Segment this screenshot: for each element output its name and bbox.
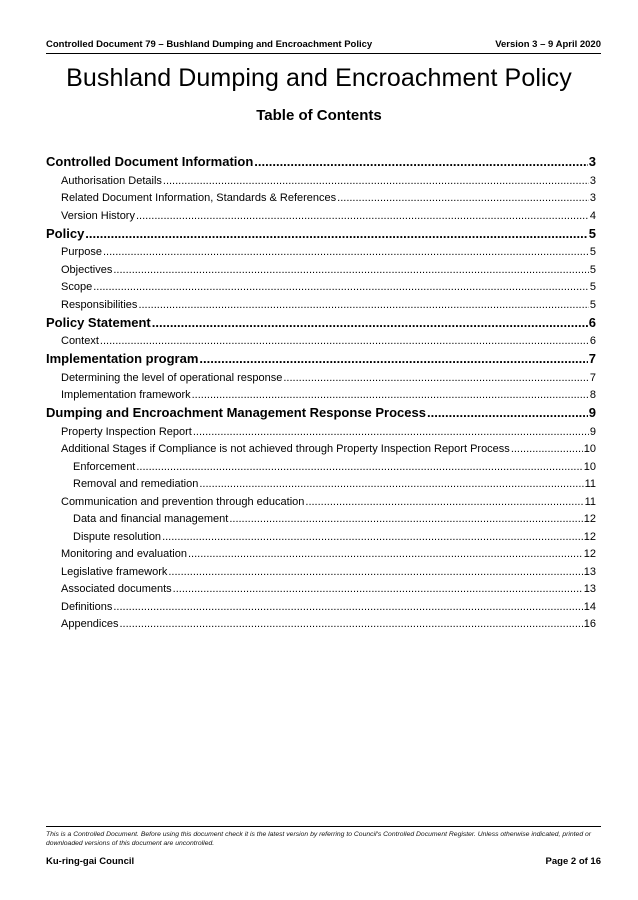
toc-entry-page[interactable]: 12	[583, 530, 596, 543]
toc-entry-label[interactable]: Controlled Document Information	[46, 154, 254, 169]
toc-leader-dots	[136, 210, 589, 222]
toc-entry[interactable]	[46, 525, 596, 543]
toc-entry-page[interactable]: 7	[588, 351, 596, 366]
toc-entry-label[interactable]: Responsibilities	[61, 298, 138, 311]
toc-entry-page[interactable]: 14	[583, 600, 596, 613]
toc-leader-dots	[113, 601, 582, 613]
toc-entry-page[interactable]: 5	[589, 246, 596, 258]
toc-leader-dots	[120, 618, 583, 630]
toc-leader-dots	[162, 531, 583, 543]
toc-entry[interactable]	[46, 366, 596, 384]
toc-entry[interactable]	[46, 402, 596, 420]
toc-entry[interactable]	[46, 258, 596, 276]
toc-entry-page[interactable]: 4	[589, 209, 596, 222]
toc-entry[interactable]	[46, 330, 596, 348]
toc-entry[interactable]	[46, 384, 596, 402]
toc-leader-dots	[173, 583, 583, 595]
toc-entry[interactable]	[46, 151, 596, 169]
toc-entry-page[interactable]: 3	[589, 174, 596, 187]
toc-leader-dots	[136, 461, 582, 473]
toc-entry-label[interactable]: Implementation program	[46, 351, 199, 366]
toc-entry-page[interactable]: 12	[583, 513, 596, 525]
toc-leader-dots	[283, 372, 589, 384]
document-title: Bushland Dumping and Encroachment Policy	[66, 64, 572, 92]
toc-leader-dots	[193, 426, 589, 438]
toc-entry-label[interactable]: Policy Statement	[46, 314, 151, 330]
toc-entry-label[interactable]: Objectives	[61, 263, 113, 276]
toc-entry[interactable]	[46, 293, 596, 311]
toc-leader-dots	[152, 315, 588, 330]
toc-entry[interactable]	[46, 276, 596, 294]
toc-entry-label[interactable]: Communication and prevention through education	[61, 495, 305, 508]
toc-entry-label[interactable]: Definitions	[61, 600, 113, 613]
toc-leader-dots	[188, 548, 583, 560]
toc-entry-label[interactable]: Associated documents	[61, 583, 172, 595]
toc-entry[interactable]	[46, 312, 596, 330]
toc-entry[interactable]	[46, 543, 596, 561]
toc-entry[interactable]	[46, 438, 596, 456]
toc-entry-page[interactable]: 3	[589, 192, 596, 204]
toc-entry-page[interactable]: 8	[589, 389, 596, 401]
toc-entry[interactable]	[46, 187, 596, 205]
footer-control-note: This is a Controlled Document. Before using this document check it is the latest version by referring to Council's Controlled Document Register. Unless otherwise indicated, printed or downloaded versions of this document are uncontrolled.	[46, 831, 592, 847]
toc-entry-page[interactable]: 5	[589, 298, 596, 311]
toc-leader-dots	[138, 299, 588, 311]
toc-entry[interactable]	[46, 595, 596, 613]
toc-leader-dots	[229, 513, 582, 525]
toc-leader-dots	[199, 478, 583, 490]
toc-entry-label[interactable]: Enforcement	[73, 460, 136, 473]
page-footer	[46, 826, 601, 867]
toc-leader-dots	[192, 389, 589, 401]
toc-entry-label[interactable]: Context	[61, 335, 99, 347]
toc-leader-dots	[305, 496, 583, 508]
toc-entry[interactable]	[46, 508, 596, 526]
toc-entry-page[interactable]: 16	[583, 618, 596, 630]
toc-entry-page[interactable]: 13	[583, 583, 596, 595]
toc-entry[interactable]	[46, 420, 596, 438]
toc-entry-label[interactable]: Version History	[61, 209, 135, 222]
toc-leader-dots	[199, 351, 587, 366]
toc-entry[interactable]	[46, 578, 596, 596]
toc-entry[interactable]	[46, 223, 596, 241]
toc-entry-label[interactable]: Policy	[46, 225, 85, 241]
header-version: Version 3 – 9 April 2020	[495, 39, 601, 50]
toc-leader-dots	[103, 246, 589, 258]
toc-entry-label[interactable]: Purpose	[61, 246, 102, 258]
toc-leader-dots	[113, 264, 589, 276]
toc-entry-label[interactable]: Determining the level of operational response	[61, 371, 283, 384]
toc-entry-label[interactable]: Additional Stages if Compliance is not achieved through Property Inspection Report Process	[61, 443, 510, 455]
footer-page-number: Page 2 of 16	[545, 856, 601, 867]
toc-entry-page[interactable]: 9	[589, 425, 596, 438]
toc-entry-label[interactable]: Dispute resolution	[73, 530, 162, 543]
toc-entry-label[interactable]: Appendices	[61, 618, 119, 630]
toc-entry-page[interactable]: 11	[584, 478, 596, 490]
toc-entry-page[interactable]: 10	[583, 460, 596, 473]
toc-entry-label[interactable]: Property Inspection Report	[61, 425, 192, 438]
toc-entry-page[interactable]: 7	[589, 371, 596, 384]
toc-entry-label[interactable]: Data and financial management	[73, 513, 229, 525]
toc-leader-dots	[85, 226, 587, 241]
toc-entry-page[interactable]: 10	[583, 443, 596, 455]
toc-entry-page[interactable]: 5	[589, 281, 596, 293]
toc-entry[interactable]	[46, 204, 596, 222]
toc-entry-page[interactable]: 6	[589, 335, 596, 347]
page-header	[46, 33, 601, 54]
toc-leader-dots	[93, 281, 589, 293]
table-of-contents	[46, 150, 596, 630]
toc-entry-label[interactable]: Monitoring and evaluation	[61, 548, 187, 560]
toc-entry[interactable]	[46, 473, 596, 491]
toc-leader-dots	[337, 192, 589, 204]
toc-leader-dots	[511, 443, 583, 455]
toc-entry[interactable]	[46, 455, 596, 473]
header-document-reference: Controlled Document 79 – Bushland Dumping and Encroachment Policy	[46, 39, 373, 50]
toc-entry-label[interactable]: Legislative framework	[61, 565, 168, 578]
toc-entry-page[interactable]: 6	[588, 314, 596, 330]
toc-entry-label[interactable]: Authorisation Details	[61, 174, 162, 187]
toc-entry-page[interactable]: 11	[584, 495, 596, 508]
toc-entry[interactable]	[46, 169, 596, 187]
toc-leader-dots	[427, 405, 588, 420]
toc-entry-page[interactable]: 13	[583, 565, 596, 578]
toc-entry[interactable]	[46, 613, 596, 631]
toc-entry-page[interactable]: 9	[588, 405, 596, 420]
toc-entry-label[interactable]: Implementation framework	[61, 389, 191, 401]
toc-leader-dots	[100, 335, 589, 347]
toc-leader-dots	[163, 175, 589, 187]
toc-entry-label[interactable]: Scope	[61, 281, 93, 293]
toc-entry-page[interactable]: 5	[589, 263, 596, 276]
toc-entry[interactable]	[46, 560, 596, 578]
toc-entry[interactable]	[46, 348, 596, 366]
footer-organisation: Ku-ring-gai Council	[46, 856, 135, 867]
toc-heading: Table of Contents	[256, 107, 382, 124]
toc-entry-label[interactable]: Related Document Information, Standards & References	[61, 192, 337, 204]
toc-leader-dots	[168, 566, 582, 578]
toc-entry[interactable]	[46, 490, 596, 508]
toc-entry-page[interactable]: 3	[588, 154, 596, 169]
toc-entry-page[interactable]: 5	[588, 225, 596, 241]
toc-entry-label[interactable]: Removal and remediation	[73, 478, 199, 490]
toc-leader-dots	[254, 154, 587, 169]
toc-entry-label[interactable]: Dumping and Encroachment Management Response Process	[46, 405, 426, 420]
toc-entry-page[interactable]: 12	[583, 548, 596, 560]
toc-entry[interactable]	[46, 241, 596, 259]
